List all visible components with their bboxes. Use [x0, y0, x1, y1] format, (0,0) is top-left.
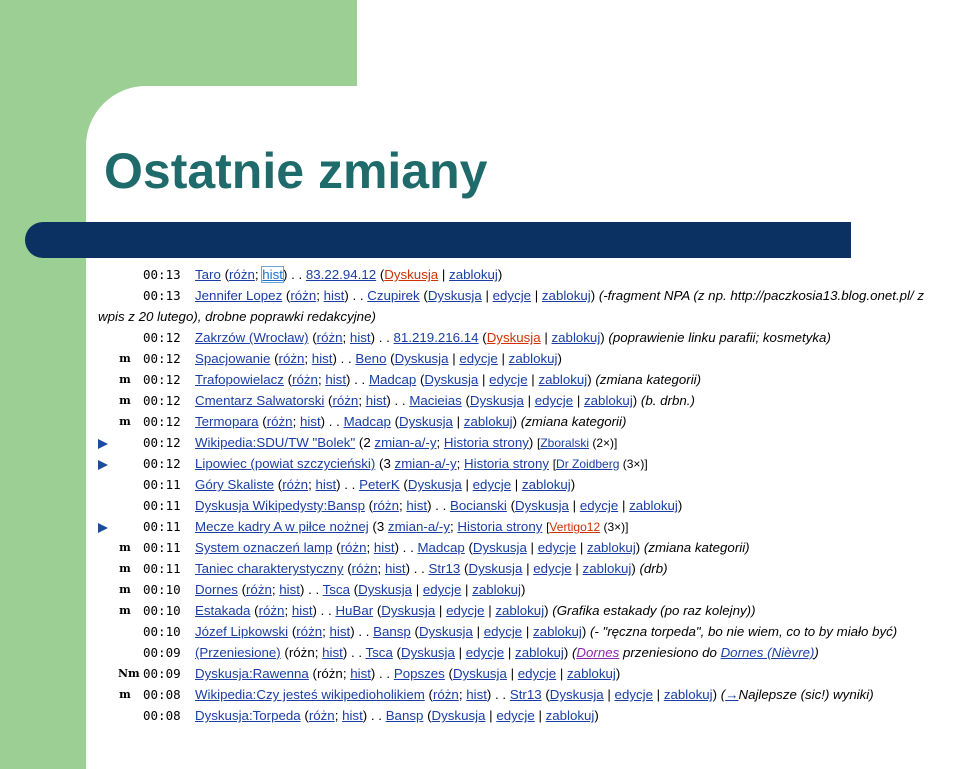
page-link[interactable]: System oznaczeń lamp — [195, 540, 333, 555]
page-link[interactable]: Lipowiec (powiat szczycieński) — [195, 456, 376, 471]
history-link[interactable]: Historia strony — [464, 456, 549, 471]
diff-link[interactable]: różn — [332, 393, 359, 408]
hist-link[interactable]: hist — [365, 393, 387, 408]
user-talk-link[interactable]: Dyskusja — [427, 288, 482, 303]
diff-link[interactable]: różn — [308, 708, 335, 723]
page-title: Ostatnie zmiany — [104, 143, 488, 199]
user-talk-link[interactable]: Dyskusja — [486, 330, 541, 345]
user-talk-link[interactable]: Dyskusja — [384, 267, 439, 282]
row-time: 00:08 — [143, 708, 181, 723]
edit-summary-continued: wpis z 20 lutego), drobne poprawki redakcyjne) — [98, 309, 376, 324]
user-talk-link[interactable]: Dyskusja — [407, 477, 462, 492]
user-link[interactable]: Madcap — [417, 540, 465, 555]
diff-link[interactable]: różn — [373, 498, 399, 513]
user-link[interactable]: Zboralski — [540, 436, 590, 450]
user-link[interactable]: Str13 — [509, 687, 542, 702]
block-link[interactable]: zablokuj — [472, 582, 521, 597]
contribs-link[interactable]: edycje — [422, 582, 462, 597]
minor-edit-flag: m — [119, 373, 131, 386]
change-row: m 00:12 Termopara (różn; hist) . . Madcap (Dyskusja | zablokuj) (zmiana kategorii) — [96, 412, 959, 432]
block-link[interactable]: zablokuj — [463, 414, 513, 429]
user-talk-link[interactable]: Dyskusja — [358, 582, 413, 597]
new-minor-flag: Nm — [118, 667, 140, 680]
page-link[interactable]: (Przeniesione) — [195, 645, 281, 660]
change-row: m 00:11 System oznaczeń lamp (różn; hist) . . Madcap (Dyskusja | edycje | zablokuj) (zmiana kategorii) — [96, 538, 959, 558]
hist-link[interactable]: hist — [373, 540, 395, 555]
row-time: 00:12 — [143, 414, 181, 429]
block-link[interactable]: zablokuj — [582, 561, 632, 576]
diff-link[interactable]: różn — [246, 582, 272, 597]
block-link[interactable]: zablokuj — [515, 645, 564, 660]
hist-link[interactable]: hist — [349, 330, 371, 345]
change-row: m 00:12 Trafopowielacz (różn; hist) . . Madcap (Dyskusja | edycje | zablokuj) (zmiana kategorii) — [96, 370, 959, 390]
page-link[interactable]: Józef Lipkowski — [195, 624, 289, 639]
hist-link[interactable]: hist — [299, 414, 321, 429]
diff-link[interactable]: różn — [340, 540, 367, 555]
contribs-link[interactable]: edycje — [579, 498, 619, 513]
change-row: 00:09 (Przeniesione) (różn; hist) . . Tsca (Dyskusja | edycje | zablokuj) (Dornes przeniesiono do Dornes (Nièvre)) — [96, 643, 959, 663]
user-link[interactable]: Macieias — [409, 393, 462, 408]
row-time: 00:10 — [143, 582, 181, 597]
hist-link[interactable]: hist — [279, 582, 300, 597]
minor-edit-flag: m — [119, 541, 131, 554]
row-time: 00:13 — [143, 288, 181, 303]
contribs-link[interactable]: edycje — [517, 666, 557, 681]
user-talk-link[interactable]: Dyskusja — [452, 666, 507, 681]
user-talk-link[interactable]: Dyskusja — [418, 624, 473, 639]
diff-label: różn — [316, 666, 343, 681]
minor-edit-flag: m — [119, 604, 131, 617]
page-link[interactable]: Dyskusja Wikipedysty:Bansp — [195, 498, 365, 513]
block-link[interactable]: zablokuj — [449, 267, 498, 282]
hist-link[interactable]: hist — [466, 687, 487, 702]
minor-edit-flag: m — [119, 583, 131, 596]
row-time: 00:12 — [143, 372, 181, 387]
user-link[interactable]: Tsca — [322, 582, 350, 597]
change-row: Nm 00:09 Dyskusja:Rawenna (różn; hist) . . Popszes (Dyskusja | edycje | zablokuj) — [96, 664, 959, 684]
hist-link[interactable]: hist — [262, 267, 283, 282]
change-row-continuation — [96, 307, 959, 327]
user-talk-link[interactable]: Dyskusja — [394, 351, 449, 366]
edit-summary: (b. drbn.) — [640, 393, 695, 408]
change-row: m 00:12 Spacjowanie (różn; hist) . . Beno (Dyskusja | edycje | zablokuj) — [96, 349, 959, 369]
change-row: 00:12 Zakrzów (Wrocław) (różn; hist) . . 81.219.216.14 (Dyskusja | zablokuj) (poprawienie linku parafii; kosmetyka) — [96, 328, 959, 348]
row-time: 00:11 — [143, 519, 181, 534]
diff-link[interactable]: różn — [351, 561, 378, 576]
minor-edit-flag: m — [119, 394, 131, 407]
changes-link[interactable]: zmian-a/-y — [394, 456, 457, 471]
user-link[interactable]: 83.22.94.12 — [305, 267, 377, 282]
edit-summary: (drb) — [639, 561, 668, 576]
hist-link[interactable]: hist — [342, 708, 363, 723]
row-time: 00:12 — [143, 393, 181, 408]
block-link[interactable]: zablokuj — [533, 624, 582, 639]
change-row: m 00:10 Dornes (różn; hist) . . Tsca (Dyskusja | edycje | zablokuj) — [96, 580, 959, 600]
user-link[interactable]: Dr Zoidberg — [556, 457, 620, 471]
page-link[interactable]: Wikipedia:Czy jesteś wikipedioholikiem — [195, 687, 425, 702]
edit-summary: (zmiana kategorii) — [595, 372, 702, 387]
hist-link[interactable]: hist — [311, 351, 333, 366]
page-link[interactable]: Taniec charakterystyczny — [195, 561, 344, 576]
user-talk-link[interactable]: Dyskusja — [468, 561, 523, 576]
title-underline-bar — [25, 222, 851, 258]
hist-link[interactable]: hist — [323, 288, 345, 303]
change-row: 00:13 Taro (różn; hist) . . 83.22.94.12 (Dyskusja | zablokuj) — [96, 265, 959, 285]
block-link[interactable]: zablokuj — [629, 498, 678, 513]
page-link[interactable]: Zakrzów (Wrocław) — [195, 330, 309, 345]
edit-summary: (Grafika estakady (po raz kolejny)) — [552, 603, 756, 618]
history-link[interactable]: Historia strony — [443, 435, 529, 450]
change-row: 00:11 Góry Skaliste (różn; hist) . . PeterK (Dyskusja | edycje | zablokuj) — [96, 475, 959, 495]
page-link[interactable]: Termopara — [195, 414, 259, 429]
diff-link[interactable]: różn — [296, 624, 323, 639]
change-row: 00:10 Józef Lipkowski (różn; hist) . . Bansp (Dyskusja | edycje | zablokuj) (- "ręczna torpeda", bo nie wiem, co to by miało być) — [96, 622, 959, 642]
edit-summary: (-fragment NPA (z np. http://paczkosia13.blog.onet.pl/ z — [598, 288, 925, 303]
change-row: 00:11 Dyskusja Wikipedysty:Bansp (różn; hist) . . Bocianski (Dyskusja | edycje | zablokuj) — [96, 496, 959, 516]
user-link[interactable]: Czupirek — [367, 288, 420, 303]
edit-summary: (- "ręczna torpeda", bo nie wiem, co to by miało być) — [589, 624, 898, 639]
user-link[interactable]: Bansp — [385, 708, 424, 723]
hist-link[interactable]: hist — [315, 477, 337, 492]
row-time: 00:08 — [143, 687, 181, 702]
history-link[interactable]: Historia strony — [457, 519, 543, 534]
user-link[interactable]: PeterK — [359, 477, 400, 492]
minor-edit-flag: m — [119, 562, 131, 575]
row-time: 00:13 — [143, 267, 181, 282]
block-link[interactable]: zablokuj — [521, 477, 571, 492]
contribs-link[interactable]: edycje — [465, 645, 505, 660]
diff-link[interactable]: różn — [316, 330, 343, 345]
hist-link[interactable]: hist — [322, 645, 343, 660]
row-time: 00:12 — [143, 456, 181, 471]
section-arrow-link[interactable]: → — [725, 687, 739, 702]
contribs-link[interactable]: edycje — [614, 687, 653, 702]
page-link[interactable]: Góry Skaliste — [195, 477, 275, 492]
user-link[interactable]: Vertigo12 — [549, 520, 601, 534]
diff-link[interactable]: różn — [278, 351, 305, 366]
change-row: 00:08 Dyskusja:Torpeda (różn; hist) . . Bansp (Dyskusja | edycje | zablokuj) — [96, 706, 959, 726]
diff-link[interactable]: różn — [282, 477, 309, 492]
block-link[interactable]: zablokuj — [495, 603, 545, 618]
contribs-link[interactable]: edycje — [472, 477, 512, 492]
page-link[interactable]: Mecze kadry A w piłce nożnej — [195, 519, 369, 534]
change-row: m 00:12 Cmentarz Salwatorski (różn; hist) . . Macieias (Dyskusja | edycje | zablokuj) (b. drbn.) — [96, 391, 959, 411]
hist-link[interactable]: hist — [406, 498, 428, 513]
minor-edit-flag: m — [119, 352, 131, 365]
page-link[interactable]: Estakada — [195, 603, 251, 618]
contribs-link[interactable]: edycje — [483, 624, 523, 639]
row-time: 00:12 — [143, 351, 181, 366]
page-link[interactable]: Wikipedia:SDU/TW "Bolek" — [195, 435, 356, 450]
row-time: 00:09 — [143, 666, 181, 681]
diff-link[interactable]: różn — [258, 603, 285, 618]
hist-link[interactable]: hist — [384, 561, 406, 576]
minor-edit-flag: m — [119, 415, 131, 428]
user-link[interactable]: Beno — [355, 351, 387, 366]
block-link[interactable]: zablokuj — [567, 666, 616, 681]
block-link[interactable]: zablokuj — [663, 687, 713, 702]
user-link[interactable]: Madcap — [368, 372, 417, 387]
contribs-link[interactable]: edycje — [459, 351, 498, 366]
block-link[interactable]: zablokuj — [541, 288, 591, 303]
row-time: 00:11 — [143, 477, 181, 492]
user-link[interactable]: Str13 — [428, 561, 461, 576]
expand-arrow-icon[interactable] — [98, 460, 108, 470]
user-link[interactable]: Tsca — [365, 645, 393, 660]
page-link[interactable]: Dornes — [195, 582, 238, 597]
change-row: m 00:10 Estakada (różn; hist) . . HuBar (Dyskusja | edycje | zablokuj) (Grafika estakady (po raz kolejny)) — [96, 601, 959, 621]
page-link[interactable]: Spacjowanie — [195, 351, 271, 366]
user-link[interactable]: HuBar — [335, 603, 374, 618]
diff-label: różn — [288, 645, 315, 660]
edit-summary: (zmiana kategorii) — [520, 414, 627, 429]
changes-link[interactable]: zmian-a/-y — [374, 435, 437, 450]
change-row-grouped: 00:12 Lipowiec (powiat szczycieński) (3 zmian-a/-y; Historia strony [Dr Zoidberg (3×)] — [96, 454, 959, 474]
block-link[interactable]: zablokuj — [584, 393, 633, 408]
page-link[interactable]: Jennifer Lopez — [195, 288, 283, 303]
row-time: 00:11 — [143, 561, 181, 576]
row-time: 00:12 — [143, 330, 181, 345]
user-talk-link[interactable]: Dyskusja — [515, 498, 569, 513]
page-link[interactable]: Trafopowielacz — [195, 372, 284, 387]
contribs-link[interactable]: edycje — [489, 372, 528, 387]
page-link[interactable]: Dyskusja:Rawenna — [195, 666, 309, 681]
user-talk-link[interactable]: Dyskusja — [472, 540, 527, 555]
diff-link[interactable]: różn — [290, 288, 317, 303]
hist-link[interactable]: hist — [329, 624, 351, 639]
changes-link[interactable]: zmian-a/-y — [387, 519, 450, 534]
recent-changes-list — [96, 265, 959, 735]
edit-summary: Najlepsze (sic!) wyniki) — [738, 687, 874, 702]
contribs-link[interactable]: edycje — [496, 708, 535, 723]
change-row: 00:13 Jennifer Lopez (różn; hist) . . Czupirek (Dyskusja | edycje | zablokuj) (-fragment NPA (z np. http://paczkosia13.blog.onet.pl/ z — [96, 286, 959, 306]
block-link[interactable]: zablokuj — [538, 372, 588, 387]
hist-link[interactable]: hist — [325, 372, 347, 387]
change-row-grouped: 00:11 Mecze kadry A w piłce nożnej (3 zmian-a/-y; Historia strony [Vertigo12 (3×)] — [96, 517, 959, 537]
user-talk-link[interactable]: Dyskusja — [399, 414, 453, 429]
block-link[interactable]: zablokuj — [508, 351, 558, 366]
expand-arrow-icon[interactable] — [98, 439, 108, 449]
block-link[interactable]: zablokuj — [586, 540, 636, 555]
user-talk-link[interactable]: Dyskusja — [431, 708, 486, 723]
moved-page-link[interactable]: Dornes — [576, 645, 620, 660]
row-time: 00:11 — [143, 540, 181, 555]
user-talk-link[interactable]: Dyskusja — [381, 603, 436, 618]
change-row-grouped: 00:12 Wikipedia:SDU/TW "Bolek" (2 zmian-a/-y; Historia strony) [Zboralski (2×)] — [96, 433, 959, 453]
page-link[interactable]: Taro — [195, 267, 221, 282]
user-link[interactable]: Bocianski — [449, 498, 507, 513]
user-link[interactable]: Bansp — [373, 624, 411, 639]
diff-link[interactable]: różn — [229, 267, 255, 282]
page-link[interactable]: Dyskusja:Torpeda — [195, 708, 301, 723]
row-time: 00:11 — [143, 498, 181, 513]
change-row: m 00:08 Wikipedia:Czy jesteś wikipedioholikiem (różn; hist) . . Str13 (Dyskusja | edycje | zablokuj) (→Najlepsze (sic!) wyniki) — [96, 685, 959, 705]
row-time: 00:10 — [143, 624, 181, 639]
edit-summary: (poprawienie linku parafii; kosmetyka) — [608, 330, 831, 345]
contribs-link[interactable]: edycje — [537, 540, 577, 555]
move-target-link[interactable]: Dornes (Nièvre) — [720, 645, 815, 660]
user-link[interactable]: Madcap — [343, 414, 391, 429]
contribs-link[interactable]: edycje — [533, 561, 572, 576]
green-left-strip — [0, 0, 86, 769]
user-link[interactable]: 81.219.216.14 — [393, 330, 479, 345]
change-row: m 00:11 Taniec charakterystyczny (różn; hist) . . Str13 (Dyskusja | edycje | zablokuj) (drb) — [96, 559, 959, 579]
contribs-link[interactable]: edycje — [492, 288, 532, 303]
row-time: 00:12 — [143, 435, 181, 450]
row-time: 00:10 — [143, 603, 181, 618]
user-talk-link[interactable]: Dyskusja — [549, 687, 604, 702]
hist-link[interactable]: hist — [350, 666, 371, 681]
user-talk-link[interactable]: Dyskusja — [400, 645, 455, 660]
minor-edit-flag: m — [119, 688, 131, 701]
expand-arrow-icon[interactable] — [98, 523, 108, 533]
row-time: 00:09 — [143, 645, 181, 660]
diff-link[interactable]: różn — [292, 372, 318, 387]
user-talk-link[interactable]: Dyskusja — [424, 372, 479, 387]
user-talk-link[interactable]: Dyskusja — [469, 393, 524, 408]
block-link[interactable]: zablokuj — [551, 330, 601, 345]
user-link[interactable]: Popszes — [393, 666, 445, 681]
edit-summary: (zmiana kategorii) — [643, 540, 750, 555]
block-link[interactable]: zablokuj — [545, 708, 595, 723]
contribs-link[interactable]: edycje — [534, 393, 574, 408]
diff-link[interactable]: różn — [432, 687, 459, 702]
diff-link[interactable]: różn — [266, 414, 293, 429]
page-link[interactable]: Cmentarz Salwatorski — [195, 393, 325, 408]
hist-link[interactable]: hist — [291, 603, 313, 618]
contribs-link[interactable]: edycje — [446, 603, 485, 618]
